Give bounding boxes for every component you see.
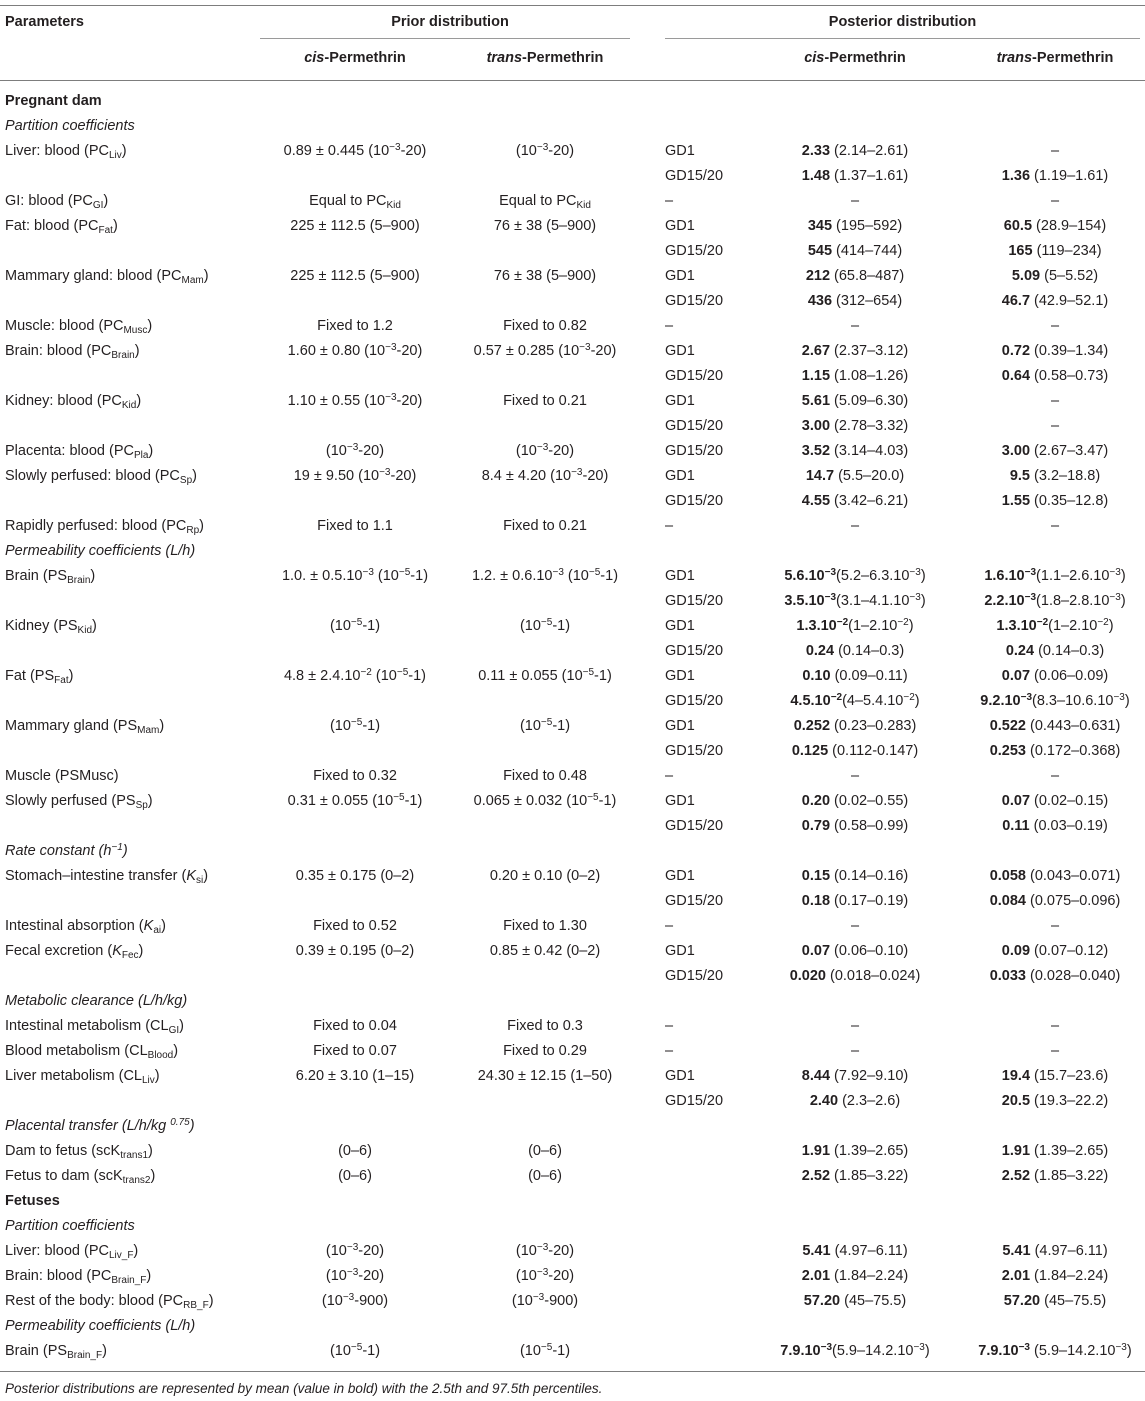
posterior-trans-cell: 9.5 (3.2–18.8) bbox=[1009, 468, 1101, 484]
table-row bbox=[0, 964, 1145, 989]
header-rule bbox=[0, 80, 1145, 81]
parameter-cell: GI: blood $(PC_{GI})$ bbox=[5, 193, 109, 211]
posterior-trans-cell: 1.91 (1.39–2.65) bbox=[1001, 1143, 1109, 1159]
parameter-cell: Intestinal absorption $(K_{ai})$ bbox=[5, 918, 166, 936]
parameter-cell: Fat $(PS_{Fat})$ bbox=[5, 668, 74, 686]
posterior-cis-cell: 8.44 (7.92–9.10) bbox=[801, 1068, 909, 1084]
prior-cis-cell: $(10^{-5}-1)$ bbox=[329, 717, 381, 734]
parameter-cell: Partition coefficients bbox=[5, 118, 135, 134]
table-row bbox=[0, 289, 1145, 314]
prior-trans-cell: 24.30 ± 12.15 (1–50) bbox=[477, 1068, 613, 1084]
gestation-day-cell: GD15/20 bbox=[665, 368, 724, 384]
prior-trans-cell: $(10^{-3}-20)$ bbox=[515, 1267, 575, 1284]
table-row bbox=[0, 614, 1145, 639]
gestation-day-cell: GD15/20 bbox=[665, 243, 724, 259]
posterior-cis-cell: – bbox=[850, 518, 860, 534]
table-row bbox=[0, 639, 1145, 664]
table-row bbox=[0, 189, 1145, 214]
posterior-trans-cell: 2.52 (1.85–3.22) bbox=[1001, 1168, 1109, 1184]
table-row bbox=[0, 1239, 1145, 1264]
prior-cis-cell: Fixed to 0.07 bbox=[313, 1043, 397, 1059]
table-row bbox=[0, 264, 1145, 289]
posterior-trans-cell: 0.09 (0.07–0.12) bbox=[1001, 943, 1109, 959]
parameter-cell: Muscle: blood $(PC_{Musc})$ bbox=[5, 318, 153, 336]
header-prior-cis: cis-Permethrin bbox=[304, 50, 406, 66]
subsection-row bbox=[0, 989, 1145, 1014]
posterior-cis-cell: 57.20 (45–75.5) bbox=[803, 1293, 907, 1309]
table-row bbox=[0, 914, 1145, 939]
prior-cis-cell: 225 ± 112.5 (5–900) bbox=[290, 218, 420, 234]
table-row bbox=[0, 389, 1145, 414]
posterior-cis-cell: $5.6.10^{-3}(5.2-6.3.10^{-3})$ bbox=[784, 567, 926, 584]
top-rule bbox=[0, 5, 1145, 6]
posterior-trans-cell: 0.72 (0.39–1.34) bbox=[1001, 343, 1109, 359]
table-row bbox=[0, 464, 1145, 489]
posterior-trans-cell: 20.5 (19.3–22.2) bbox=[1001, 1093, 1109, 1109]
gestation-day-cell: GD1 bbox=[665, 1068, 695, 1084]
prior-cis-cell: 6.20 ± 3.10 (1–15) bbox=[295, 1068, 415, 1084]
prior-cis-cell: Fixed to 0.04 bbox=[313, 1018, 397, 1034]
prior-cis-cell: 0.31 ± 0.055 $(10^{-5}-1)$ bbox=[287, 792, 423, 809]
header-posterior: Posterior distribution bbox=[828, 14, 977, 30]
table-row bbox=[0, 1014, 1145, 1039]
gestation-day-cell: GD1 bbox=[665, 218, 695, 234]
posterior-cis-cell: 0.24 (0.14–0.3) bbox=[805, 643, 905, 659]
prior-trans-cell: Fixed to 0.21 bbox=[503, 393, 587, 409]
gestation-day-cell: – bbox=[665, 318, 674, 334]
header-prior: Prior distribution bbox=[391, 14, 509, 30]
table-footnote: Posterior distributions are represented by mean (value in bold) with the 2.5th and 97.5th percentiles. bbox=[5, 1381, 603, 1396]
parameter-cell: Stomach–intestine transfer $(K_{si})$ bbox=[5, 868, 209, 886]
posterior-cis-cell: $4.5.10^{-2}(4-5.4.10^{-2})$ bbox=[790, 692, 920, 709]
subsection-row bbox=[0, 1114, 1145, 1139]
table-row bbox=[0, 1039, 1145, 1064]
posterior-trans-cell: – bbox=[1050, 1043, 1060, 1059]
parameter-cell: Partition coefficients bbox=[5, 1218, 135, 1234]
gestation-day-cell: GD15/20 bbox=[665, 818, 724, 834]
table-row bbox=[0, 689, 1145, 714]
table-row bbox=[0, 414, 1145, 439]
posterior-trans-cell: – bbox=[1050, 393, 1060, 409]
prior-trans-cell: Fixed to 1.30 bbox=[503, 918, 587, 934]
table-row bbox=[0, 589, 1145, 614]
prior-cis-cell: $(10^{-3}-20)$ bbox=[325, 442, 385, 459]
table-row bbox=[0, 339, 1145, 364]
table-row bbox=[0, 1264, 1145, 1289]
parameter-cell: Blood metabolism $(CL_{Blood})$ bbox=[5, 1043, 179, 1061]
gestation-day-cell: GD1 bbox=[665, 668, 695, 684]
gestation-day-cell: GD15/20 bbox=[665, 443, 724, 459]
prior-cis-cell: Fixed to 0.32 bbox=[313, 768, 397, 784]
posterior-cis-cell: – bbox=[850, 1018, 860, 1034]
posterior-trans-cell: 0.033 (0.028–0.040) bbox=[989, 968, 1121, 984]
posterior-cis-cell: 1.91 (1.39–2.65) bbox=[801, 1143, 909, 1159]
posterior-trans-cell: 5.41 (4.97–6.11) bbox=[1002, 1243, 1108, 1259]
posterior-trans-cell: – bbox=[1050, 143, 1060, 159]
table-row bbox=[0, 489, 1145, 514]
prior-trans-cell: Fixed to 0.21 bbox=[503, 518, 587, 534]
posterior-trans-cell: 0.07 (0.02–0.15) bbox=[1001, 793, 1109, 809]
header-posterior-trans: trans-Permethrin bbox=[996, 50, 1114, 66]
prior-trans-cell: 76 ± 38 (5–900) bbox=[493, 218, 597, 234]
posterior-cis-cell: 4.55 (3.42–6.21) bbox=[801, 493, 909, 509]
gestation-day-cell: GD15/20 bbox=[665, 693, 724, 709]
posterior-cis-cell: – bbox=[850, 918, 860, 934]
parameter-cell: Rest of the body: blood $(PC_{RB\_F})$ bbox=[5, 1293, 214, 1311]
gestation-day-cell: GD15/20 bbox=[665, 418, 724, 434]
subsection-row bbox=[0, 1214, 1145, 1239]
parameter-cell: Placental transfer (L/h/kg $^{0.75}$) bbox=[5, 1117, 195, 1134]
table-row bbox=[0, 1089, 1145, 1114]
posterior-cis-cell: – bbox=[850, 193, 860, 209]
posterior-cis-cell: $7.9.10^{-3}(5.9-14.2.10^{-3})$ bbox=[780, 1342, 930, 1359]
table-row bbox=[0, 889, 1145, 914]
gestation-day-cell: GD1 bbox=[665, 793, 695, 809]
prior-cis-cell: 1.0. ± $0.5.10^{-3}$ $(10^{-5}-1)$ bbox=[281, 567, 429, 584]
prior-cis-cell: 1.10 ± 0.55 $(10^{-3}-20)$ bbox=[287, 392, 423, 409]
posterior-trans-cell: – bbox=[1050, 768, 1060, 784]
posterior-trans-cell: 19.4 (15.7–23.6) bbox=[1001, 1068, 1109, 1084]
table-row bbox=[0, 314, 1145, 339]
posterior-cis-cell: 5.61 (5.09–6.30) bbox=[801, 393, 909, 409]
table-row bbox=[0, 439, 1145, 464]
gestation-day-cell: GD1 bbox=[665, 343, 695, 359]
parameter-cell: Kidney $(PS_{Kid})$ bbox=[5, 618, 97, 636]
table-row bbox=[0, 739, 1145, 764]
prior-cis-cell: $(10^{-3}-900)$ bbox=[321, 1292, 389, 1309]
table-row bbox=[0, 714, 1145, 739]
table-row bbox=[0, 814, 1145, 839]
prior-group-line bbox=[260, 38, 630, 39]
prior-trans-cell: 0.11 ± 0.055 $(10^{-5}-1)$ bbox=[478, 667, 612, 684]
posterior-cis-cell: 3.52 (3.14–4.03) bbox=[801, 443, 909, 459]
table-row bbox=[0, 1339, 1145, 1364]
gestation-day-cell: GD1 bbox=[665, 868, 695, 884]
gestation-day-cell: GD15/20 bbox=[665, 893, 724, 909]
table-row bbox=[0, 139, 1145, 164]
table-row bbox=[0, 364, 1145, 389]
table-row bbox=[0, 564, 1145, 589]
parameter-cell: Liver metabolism $(CL_{Liv})$ bbox=[5, 1068, 160, 1086]
gestation-day-cell: – bbox=[665, 1018, 674, 1034]
posterior-trans-cell: 0.253 (0.172–0.368) bbox=[989, 743, 1121, 759]
posterior-trans-cell: – bbox=[1050, 318, 1060, 334]
parameter-cell: Permeability coefficients (L/h) bbox=[5, 543, 196, 559]
table-row bbox=[0, 664, 1145, 689]
posterior-trans-cell: 0.07 (0.06–0.09) bbox=[1001, 668, 1109, 684]
prior-trans-cell: $(10^{-3}-900)$ bbox=[511, 1292, 579, 1309]
posterior-trans-cell: – bbox=[1050, 1018, 1060, 1034]
posterior-cis-cell: 2.01 (1.84–2.24) bbox=[801, 1268, 909, 1284]
gestation-day-cell: GD15/20 bbox=[665, 593, 724, 609]
prior-trans-cell: $(10^{-3}-20)$ bbox=[515, 1242, 575, 1259]
prior-trans-cell: Fixed to 0.48 bbox=[503, 768, 587, 784]
gestation-day-cell: GD15/20 bbox=[665, 743, 724, 759]
prior-trans-cell: 0.85 ± 0.42 (0–2) bbox=[489, 943, 601, 959]
posterior-cis-cell: 0.10 (0.09–0.11) bbox=[802, 668, 908, 684]
prior-trans-cell: Fixed to 0.82 bbox=[503, 318, 587, 334]
subsection-row bbox=[0, 839, 1145, 864]
gestation-day-cell: – bbox=[665, 193, 674, 209]
prior-trans-cell: (0–6) bbox=[528, 1168, 562, 1184]
parameter-cell: Placenta: blood $(PC_{Pla})$ bbox=[5, 443, 154, 461]
posterior-trans-cell: 2.01 (1.84–2.24) bbox=[1001, 1268, 1109, 1284]
gestation-day-cell: GD15/20 bbox=[665, 643, 724, 659]
parameter-cell: Pregnant dam bbox=[5, 93, 102, 109]
posterior-cis-cell: 0.15 (0.14–0.16) bbox=[801, 868, 909, 884]
gestation-day-cell: – bbox=[665, 518, 674, 534]
table-row bbox=[0, 939, 1145, 964]
prior-cis-cell: 1.60 ± 0.80 $(10^{-3}-20)$ bbox=[287, 342, 423, 359]
parameter-cell: Mammary gland: blood $(PC_{Mam})$ bbox=[5, 268, 209, 286]
prior-trans-cell: $(10^{-5}-1)$ bbox=[519, 1342, 571, 1359]
parameter-cell: Dam to fetus (scK$_{trans1}$) bbox=[5, 1143, 153, 1161]
posterior-trans-cell: 5.09 (5–5.52) bbox=[1011, 268, 1099, 284]
posterior-trans-cell: 0.084 (0.075–0.096) bbox=[989, 893, 1121, 909]
table-row bbox=[0, 764, 1145, 789]
posterior-trans-cell: 46.7 (42.9–52.1) bbox=[1001, 293, 1109, 309]
prior-trans-cell: 0.20 ± 0.10 (0–2) bbox=[489, 868, 601, 884]
prior-cis-cell: $(10^{-5}-1)$ bbox=[329, 617, 381, 634]
table-row bbox=[0, 164, 1145, 189]
posterior-cis-cell: 0.020 (0.018–0.024) bbox=[789, 968, 921, 984]
table-row bbox=[0, 1064, 1145, 1089]
gestation-day-cell: GD1 bbox=[665, 618, 695, 634]
prior-cis-cell: $(10^{-5}-1)$ bbox=[329, 1342, 381, 1359]
gestation-day-cell: GD1 bbox=[665, 268, 695, 284]
section-row bbox=[0, 1189, 1145, 1214]
gestation-day-cell: GD1 bbox=[665, 718, 695, 734]
gestation-day-cell: GD15/20 bbox=[665, 968, 724, 984]
posterior-cis-cell: 1.15 (1.08–1.26) bbox=[801, 368, 909, 384]
prior-trans-cell: Fixed to 0.29 bbox=[503, 1043, 587, 1059]
parameter-cell: Fecal excretion $(K_{Fec})$ bbox=[5, 943, 144, 961]
prior-trans-cell: $(10^{-3}-20)$ bbox=[515, 442, 575, 459]
posterior-trans-cell: 165 (119–234) bbox=[1008, 243, 1102, 259]
posterior-cis-cell: 2.33 (2.14–2.61) bbox=[801, 143, 909, 159]
prior-trans-cell: 8.4 ± 4.20 $(10^{-3}-20)$ bbox=[481, 467, 609, 484]
section-row bbox=[0, 89, 1145, 114]
prior-trans-cell: (0–6) bbox=[528, 1143, 562, 1159]
posterior-cis-cell: 0.125 (0.112-0.147) bbox=[791, 743, 919, 759]
posterior-cis-cell: – bbox=[850, 318, 860, 334]
posterior-cis-cell: 2.40 (2.3–2.6) bbox=[809, 1093, 901, 1109]
posterior-cis-cell: 0.07 (0.06–0.10) bbox=[801, 943, 909, 959]
posterior-cis-cell: 212 (65.8–487) bbox=[805, 268, 905, 284]
posterior-cis-cell: 2.67 (2.37–3.12) bbox=[801, 343, 909, 359]
parameter-cell: Brain $(PS_{Brain\_F})$ bbox=[5, 1343, 107, 1361]
gestation-day-cell: GD15/20 bbox=[665, 168, 724, 184]
prior-cis-cell: Fixed to 1.2 bbox=[317, 318, 393, 334]
gestation-day-cell: GD1 bbox=[665, 943, 695, 959]
posterior-cis-cell: 0.79 (0.58–0.99) bbox=[801, 818, 909, 834]
prior-trans-cell: $(10^{-5}-1)$ bbox=[519, 617, 571, 634]
posterior-trans-cell: 0.64 (0.58–0.73) bbox=[1001, 368, 1109, 384]
posterior-cis-cell: 5.41 (4.97–6.11) bbox=[802, 1243, 908, 1259]
parameter-cell: Fat: blood $(PC_{Fat})$ bbox=[5, 218, 118, 236]
posterior-cis-cell: $3.5.10^{-3}(3.1-4.1.10^{-3})$ bbox=[784, 592, 926, 609]
prior-cis-cell: 225 ± 112.5 (5–900) bbox=[290, 268, 420, 284]
gestation-day-cell: GD1 bbox=[665, 568, 695, 584]
posterior-trans-cell: $1.3.10^{-2}(1-2.10^{-2})$ bbox=[996, 617, 1114, 634]
prior-trans-cell: 1.2. ± $0.6.10^{-3}$ $(10^{-5}-1)$ bbox=[471, 567, 619, 584]
parameter-cell: Brain: blood $(PC_{Brain})$ bbox=[5, 343, 140, 361]
prior-cis-cell: $4.8 \pm 2.4.10^{-2}$ $(10^{-5}-1)$ bbox=[283, 667, 427, 684]
table-row bbox=[0, 1289, 1145, 1314]
parameter-cell: Metabolic clearance (L/h/kg) bbox=[5, 993, 188, 1009]
posterior-trans-cell: 1.55 (0.35–12.8) bbox=[1001, 493, 1109, 509]
subsection-row bbox=[0, 539, 1145, 564]
posterior-trans-cell: 60.5 (28.9–154) bbox=[1003, 218, 1107, 234]
gestation-day-cell: GD1 bbox=[665, 468, 695, 484]
table-row bbox=[0, 789, 1145, 814]
posterior-cis-cell: $1.3.10^{-2}(1-2.10^{-2})$ bbox=[796, 617, 914, 634]
posterior-trans-cell: – bbox=[1050, 418, 1060, 434]
gestation-day-cell: GD1 bbox=[665, 393, 695, 409]
prior-trans-cell: 0.57 ± 0.285 $(10^{-3}-20)$ bbox=[473, 342, 617, 359]
gestation-day-cell: – bbox=[665, 768, 674, 784]
posterior-trans-cell: – bbox=[1050, 518, 1060, 534]
gestation-day-cell: GD1 bbox=[665, 143, 695, 159]
gestation-day-cell: – bbox=[665, 1043, 674, 1059]
posterior-trans-cell: $1.6.10^{-3}(1.1-2.6.10^{-3})$ bbox=[984, 567, 1126, 584]
table-row bbox=[0, 214, 1145, 239]
posterior-trans-cell: – bbox=[1050, 918, 1060, 934]
prior-trans-cell: $(10^{-5}-1)$ bbox=[519, 717, 571, 734]
posterior-cis-cell: – bbox=[850, 1043, 860, 1059]
parameter-cell: Liver: blood $(PC_{Liv})$ bbox=[5, 143, 127, 161]
posterior-cis-cell: 0.252 (0.23–0.283) bbox=[793, 718, 917, 734]
parameter-cell: Rapidly perfused: blood $(PC_{Rp})$ bbox=[5, 518, 204, 536]
posterior-trans-cell: 0.11 (0.03–0.19) bbox=[1002, 818, 1108, 834]
header-prior-trans: trans-Permethrin bbox=[486, 50, 604, 66]
posterior-trans-cell: 0.058 (0.043–0.071) bbox=[989, 868, 1121, 884]
posterior-trans-cell: 0.522 (0.443–0.631) bbox=[989, 718, 1121, 734]
table-row bbox=[0, 864, 1145, 889]
posterior-trans-cell: – bbox=[1050, 193, 1060, 209]
posterior-cis-cell: 3.00 (2.78–3.32) bbox=[801, 418, 909, 434]
prior-trans-cell: Equal to $PC_{Kid}$ bbox=[499, 193, 591, 211]
posterior-group-line bbox=[665, 38, 1140, 39]
posterior-cis-cell: 2.52 (1.85–3.22) bbox=[801, 1168, 909, 1184]
parameter-cell: Fetuses bbox=[5, 1193, 60, 1209]
posterior-cis-cell: 545 (414–744) bbox=[807, 243, 903, 259]
posterior-cis-cell: 1.48 (1.37–1.61) bbox=[801, 168, 909, 184]
parameter-cell: Brain: blood $(PC_{Brain\_F})$ bbox=[5, 1268, 152, 1286]
parameter-cell: Slowly perfused: blood $(PC_{Sp})$ bbox=[5, 468, 197, 486]
bottom-rule bbox=[0, 1371, 1145, 1372]
parameter-cell: Permeability coefficients (L/h) bbox=[5, 1318, 196, 1334]
table-row bbox=[0, 1139, 1145, 1164]
table-row bbox=[0, 1164, 1145, 1189]
posterior-cis-cell: 0.18 (0.17–0.19) bbox=[801, 893, 909, 909]
prior-cis-cell: 0.35 ± 0.175 (0–2) bbox=[295, 868, 415, 884]
header-posterior-cis: cis-Permethrin bbox=[804, 50, 906, 66]
parameter-cell: Mammary gland $(PS_{Mam})$ bbox=[5, 718, 165, 736]
parameter-cell: Intestinal metabolism $(CL_{GI})$ bbox=[5, 1018, 184, 1036]
prior-trans-cell: $(10^{-3}-20)$ bbox=[515, 142, 575, 159]
gestation-day-cell: GD15/20 bbox=[665, 1093, 724, 1109]
parameter-cell: Slowly perfused $(PS_{Sp})$ bbox=[5, 793, 153, 811]
prior-cis-cell: 0.89 ± 0.445 $(10^{-3}-20)$ bbox=[283, 142, 427, 159]
parameter-cell: Rate constant $(h^{-1})$ bbox=[5, 842, 128, 859]
prior-trans-cell: 0.065 ± 0.032 $(10^{-5}-1)$ bbox=[473, 792, 617, 809]
table-row bbox=[0, 239, 1145, 264]
posterior-trans-cell: $2.2.10^{-3}(1.8-2.8.10^{-3})$ bbox=[984, 592, 1126, 609]
parameter-cell: Muscle (PSMusc) bbox=[5, 768, 119, 784]
prior-cis-cell: Fixed to 0.52 bbox=[313, 918, 397, 934]
parameter-cell: Kidney: blood $(PC_{Kid})$ bbox=[5, 393, 142, 411]
posterior-cis-cell: 0.20 (0.02–0.55) bbox=[801, 793, 909, 809]
prior-trans-cell: Fixed to 0.3 bbox=[507, 1018, 583, 1034]
posterior-cis-cell: 345 (195–592) bbox=[807, 218, 903, 234]
posterior-cis-cell: – bbox=[850, 768, 860, 784]
posterior-trans-cell: $7.9.10^{-3}$ $(5.9-14.2.10^{-3})$ bbox=[978, 1342, 1132, 1359]
prior-cis-cell: Fixed to 1.1 bbox=[317, 518, 393, 534]
prior-cis-cell: 0.39 ± 0.195 (0–2) bbox=[295, 943, 415, 959]
gestation-day-cell: – bbox=[665, 918, 674, 934]
posterior-trans-cell: 3.00 (2.67–3.47) bbox=[1001, 443, 1109, 459]
parameter-cell: Fetus to dam (scK$_{trans2}$) bbox=[5, 1168, 156, 1186]
prior-cis-cell: (0–6) bbox=[338, 1143, 372, 1159]
prior-trans-cell: 76 ± 38 (5–900) bbox=[493, 268, 597, 284]
prior-cis-cell: $(10^{-3}-20)$ bbox=[325, 1242, 385, 1259]
table-row bbox=[0, 514, 1145, 539]
gestation-day-cell: GD15/20 bbox=[665, 293, 724, 309]
prior-cis-cell: 19 ± 9.50 $(10^{-3}-20)$ bbox=[293, 467, 417, 484]
prior-cis-cell: $(10^{-3}-20)$ bbox=[325, 1267, 385, 1284]
posterior-trans-cell: $9.2.10^{-3}(8.3-10.6.10^{-3})$ bbox=[980, 692, 1130, 709]
posterior-cis-cell: 436 (312–654) bbox=[807, 293, 903, 309]
prior-cis-cell: (0–6) bbox=[338, 1168, 372, 1184]
posterior-trans-cell: 0.24 (0.14–0.3) bbox=[1005, 643, 1105, 659]
posterior-trans-cell: 57.20 (45–75.5) bbox=[1003, 1293, 1107, 1309]
subsection-row bbox=[0, 114, 1145, 139]
subsection-row bbox=[0, 1314, 1145, 1339]
prior-cis-cell: Equal to $PC_{Kid}$ bbox=[309, 193, 401, 211]
posterior-trans-cell: 1.36 (1.19–1.61) bbox=[1001, 168, 1109, 184]
parameter-cell: Brain $(PS_{Brain})$ bbox=[5, 568, 96, 586]
posterior-cis-cell: 14.7 (5.5–20.0) bbox=[805, 468, 905, 484]
parameter-cell: Liver: blood $(PC_{Liv\_F})$ bbox=[5, 1243, 139, 1261]
header-parameters: Parameters bbox=[5, 14, 84, 30]
gestation-day-cell: GD15/20 bbox=[665, 493, 724, 509]
